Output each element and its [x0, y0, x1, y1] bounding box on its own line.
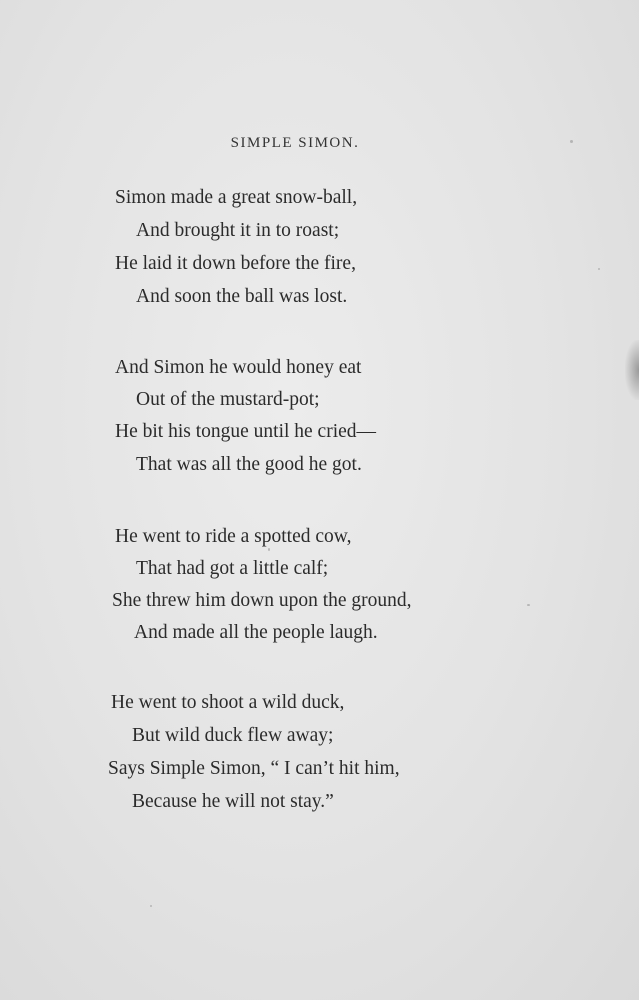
paper-speck: [150, 905, 152, 907]
poem-line: He went to ride a spotted cow,: [115, 526, 352, 547]
poem-line: Because he will not stay.”: [132, 791, 334, 812]
poem-line: He went to shoot a wild duck,: [111, 692, 345, 713]
page-edge-shadow: [625, 340, 639, 400]
poem-line: And soon the ball was lost.: [136, 286, 348, 307]
poem-line: And made all the people laugh.: [134, 622, 378, 643]
poem-title: SIMPLE SIMON.: [230, 135, 360, 151]
poem-line: She threw him down upon the ground,: [112, 590, 412, 611]
poem-line: But wild duck flew away;: [132, 725, 334, 746]
poem-line: Says Simple Simon, “ I can’t hit him,: [108, 758, 400, 779]
poem-line: That was all the good he got.: [136, 454, 362, 475]
poem-line: Simon made a great snow-ball,: [115, 187, 358, 208]
poem-line: And Simon he would honey eat: [115, 357, 362, 378]
poem-line: And brought it in to roast;: [136, 220, 340, 241]
poem-line: That had got a little calf;: [136, 558, 329, 579]
poem-line: He bit his tongue until he cried—: [115, 421, 377, 442]
paper-speck: [527, 604, 530, 606]
poem-line: He laid it down before the fire,: [115, 253, 356, 274]
paper-speck: [598, 268, 600, 270]
poem-line: Out of the mustard-pot;: [136, 389, 320, 410]
